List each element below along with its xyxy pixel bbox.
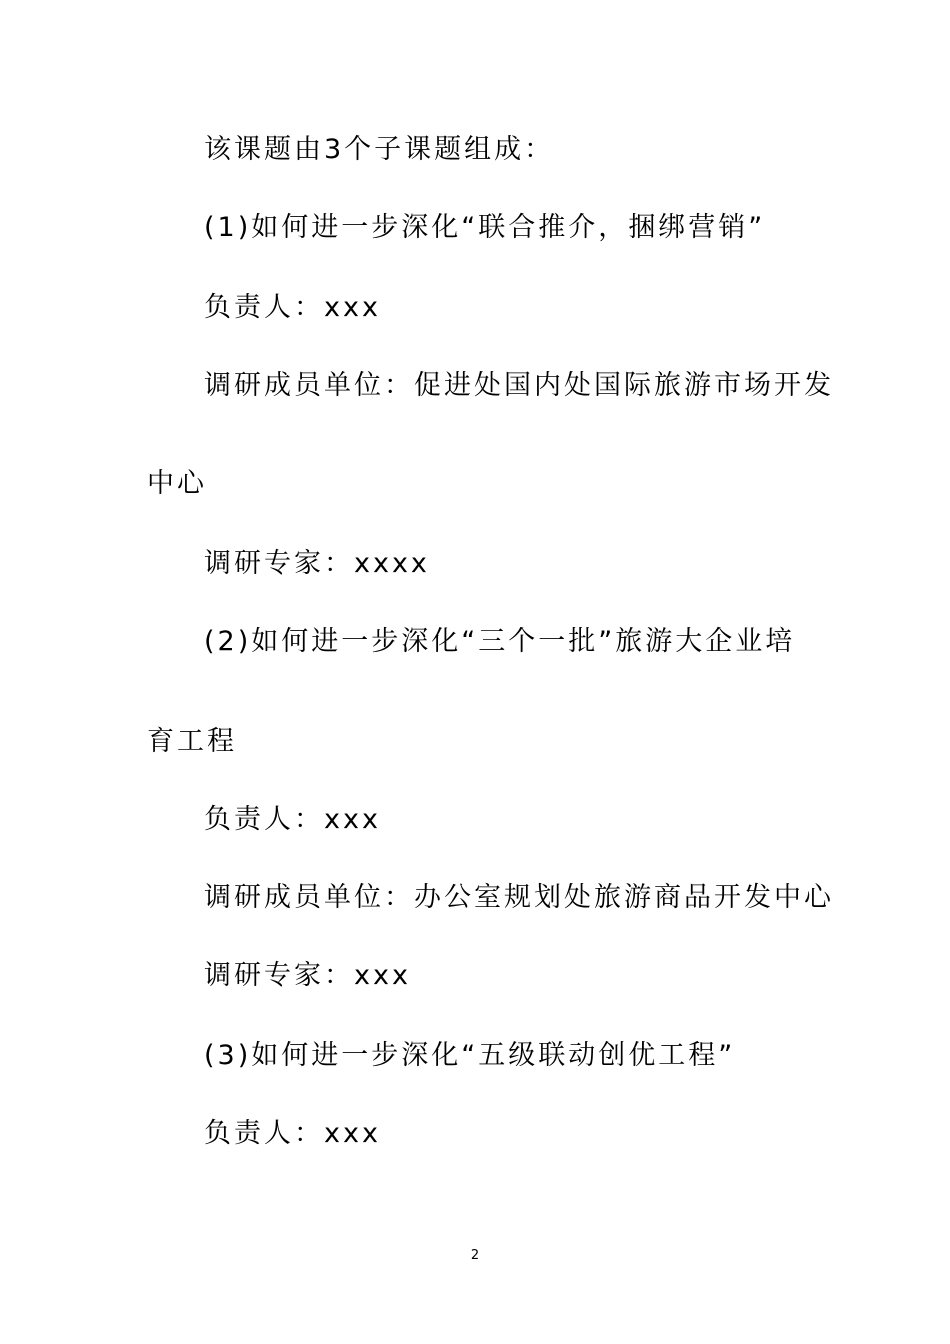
subtopic-1-expert: 调研专家：xxxx — [204, 548, 430, 579]
subtopic-2-expert: 调研专家：xxx — [204, 960, 411, 991]
subtopic-2-leader: 负责人：xxx — [204, 804, 381, 835]
subtopic-1-members: 调研成员单位：促进处国内处国际旅游市场开发 — [204, 370, 834, 401]
subtopic-1-leader: 负责人：xxx — [204, 292, 381, 323]
intro-line: 该课题由3个子课题组成： — [204, 134, 555, 165]
subtopic-3-leader: 负责人：xxx — [204, 1118, 381, 1149]
subtopic-3-title: (3)如何进一步深化“五级联动创优工程” — [204, 1040, 736, 1071]
subtopic-2-title: (2)如何进一步深化“三个一批”旅游大企业培 — [204, 626, 796, 657]
page-number: 2 — [470, 1248, 480, 1263]
subtopic-1-members-cont: 中心 — [147, 468, 207, 499]
subtopic-1-title: (1)如何进一步深化“联合推介，捆绑营销” — [204, 212, 766, 243]
subtopic-2-title-cont: 育工程 — [147, 726, 237, 757]
subtopic-2-members: 调研成员单位：办公室规划处旅游商品开发中心 — [204, 882, 834, 913]
